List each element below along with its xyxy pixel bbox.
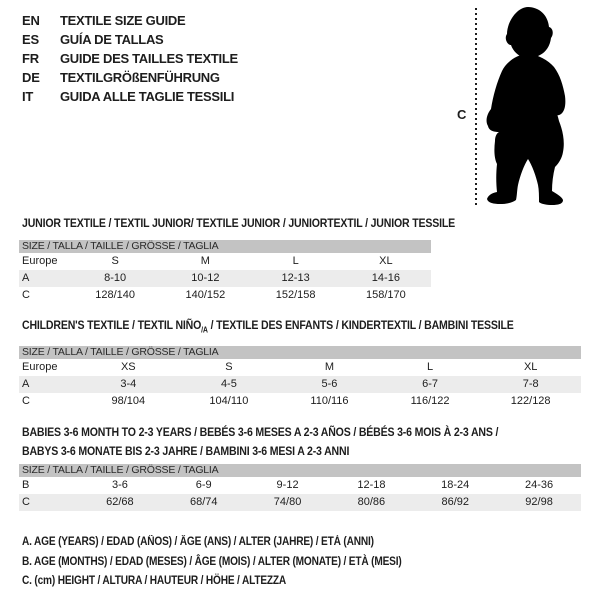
- age-cell: 7-8: [522, 378, 539, 390]
- table-row-europe: [19, 253, 431, 270]
- age-cell: 10-12: [191, 272, 220, 284]
- table-row-age-months: [19, 477, 581, 494]
- height-cell: 86/92: [441, 496, 469, 508]
- size-cell: XL: [379, 255, 393, 267]
- section-title-children: [22, 318, 514, 334]
- table-row-height: [19, 287, 431, 304]
- row-label: C: [22, 395, 30, 407]
- language-code: EN: [22, 13, 40, 28]
- height-measure-label: C: [457, 107, 467, 122]
- language-code: FR: [22, 51, 39, 66]
- babies-size-table: [19, 464, 581, 511]
- height-cell: 104/110: [209, 395, 249, 407]
- height-cell: 80/86: [357, 496, 386, 508]
- age-cell: 8-10: [104, 272, 127, 284]
- guide-title: TEXTILE SIZE GUIDE: [60, 13, 186, 28]
- row-label: C: [22, 496, 30, 508]
- size-table-header: SIZE / TALLA / TAILLE / GRÖSSE / TAGLIA: [19, 464, 581, 477]
- language-row-es: [22, 30, 238, 49]
- section-title-subscript: /A: [201, 325, 208, 335]
- height-cell: 98/104: [111, 395, 146, 407]
- size-cell: XS: [120, 361, 136, 373]
- height-cell: 158/170: [365, 289, 406, 301]
- section-title-junior: JUNIOR TEXTILE / TEXTIL JUNIOR/ TEXTILE JUNIOR / JUNIORTEXTIL / JUNIOR TESSILE: [22, 216, 455, 230]
- footnote-b: B. AGE (MONTHS) / EDAD (MESES) / ÂGE (MOIS) / ALTER (MONATE) / ETÀ (MESI): [22, 555, 402, 568]
- section-title-babies: [22, 423, 498, 461]
- size-cell: M: [324, 361, 335, 373]
- height-cell: 62/68: [106, 496, 134, 508]
- height-cell: 68/74: [189, 496, 218, 508]
- row-label: C: [22, 289, 30, 301]
- section-title-text: / TEXTILE DES ENFANTS / KINDERTEXTIL / BAMBINI TESSILE: [207, 318, 514, 332]
- size-cell: S: [225, 361, 233, 373]
- height-cell: 140/152: [185, 289, 226, 301]
- age-cell: 18-24: [441, 479, 470, 491]
- guide-title: GUIDE DES TAILLES TEXTILE: [60, 51, 238, 66]
- age-cell: 6-7: [422, 378, 439, 390]
- row-label: Europe: [22, 255, 58, 267]
- age-cell: 9-12: [276, 479, 299, 491]
- height-measure-dashed-line: [475, 8, 477, 206]
- size-table-header: SIZE / TALLA / TAILLE / GRÖSSE / TAGLIA: [19, 346, 581, 359]
- age-cell: 4-5: [220, 378, 237, 390]
- footnote-a: A. AGE (YEARS) / EDAD (AÑOS) / ÂGE (ANS) / ALTER (JAHRE) / ETÀ (ANNI): [22, 536, 374, 548]
- row-label: A: [22, 272, 30, 284]
- age-cell: 3-6: [111, 479, 128, 491]
- toddler-silhouette-image: [482, 5, 582, 206]
- size-cell: XL: [523, 361, 538, 373]
- size-table-header: SIZE / TALLA / TAILLE / GRÖSSE / TAGLIA: [19, 240, 431, 253]
- footnote-c: C. (cm) HEIGHT / ALTURA / HAUTEUR / HÖHE / ALTEZZA: [22, 575, 287, 587]
- height-cell: 116/122: [410, 395, 450, 407]
- table-row-height: [19, 393, 581, 410]
- junior-size-table: [19, 240, 431, 304]
- language-row-fr: [22, 49, 238, 68]
- language-row-it: [22, 87, 238, 106]
- height-cell: 122/128: [510, 395, 551, 407]
- row-label: Europe: [22, 361, 58, 373]
- table-row-europe: [19, 359, 581, 376]
- size-cell: L: [292, 255, 299, 267]
- age-cell: 6-9: [195, 479, 212, 491]
- height-cell: 92/98: [525, 496, 553, 508]
- footnotes-block: [22, 533, 402, 592]
- language-code: ES: [22, 32, 39, 47]
- guide-title: GUIDA ALLE TAGLIE TESSILI: [60, 89, 235, 104]
- height-cell: 74/80: [273, 496, 302, 508]
- section-title-line2: BABYS 3-6 MONATE BIS 2-3 JAHRE / BAMBINI 3-6 MESI A 2-3 ANNI: [22, 444, 350, 458]
- size-cell: L: [427, 361, 434, 373]
- table-row-age: [19, 270, 431, 287]
- language-row-de: [22, 68, 238, 87]
- age-cell: 12-13: [281, 272, 310, 284]
- size-cell: S: [111, 255, 119, 267]
- table-row-height: [19, 494, 581, 511]
- section-title-text: CHILDREN'S TEXTILE / TEXTIL NIÑO: [22, 318, 202, 332]
- age-cell: 3-4: [120, 378, 137, 390]
- age-cell: 12-18: [357, 479, 386, 491]
- language-code: IT: [22, 89, 34, 104]
- height-cell: 110/116: [310, 395, 349, 407]
- section-title-line1: BABIES 3-6 MONTH TO 2-3 YEARS / BEBÉS 3-6 MESES A 2-3 AÑOS / BÉBÉS 3-6 MOIS À 2-3 ANS /: [22, 425, 499, 439]
- age-cell: 24-36: [524, 479, 554, 491]
- language-title-block: [22, 11, 238, 106]
- height-cell: 152/158: [275, 289, 316, 301]
- language-row-en: [22, 11, 238, 30]
- height-cell: 128/140: [95, 289, 135, 301]
- guide-title: GUÍA DE TALLAS: [60, 32, 164, 47]
- table-row-age: [19, 376, 581, 393]
- children-size-table: [19, 346, 581, 410]
- age-cell: 14-16: [371, 272, 400, 284]
- guide-title: TEXTILGRÖßENFÜHRUNG: [60, 70, 220, 85]
- size-cell: M: [200, 255, 210, 267]
- row-label: A: [22, 378, 30, 390]
- row-label: B: [22, 479, 30, 491]
- language-code: DE: [22, 70, 40, 85]
- age-cell: 5-6: [321, 378, 338, 390]
